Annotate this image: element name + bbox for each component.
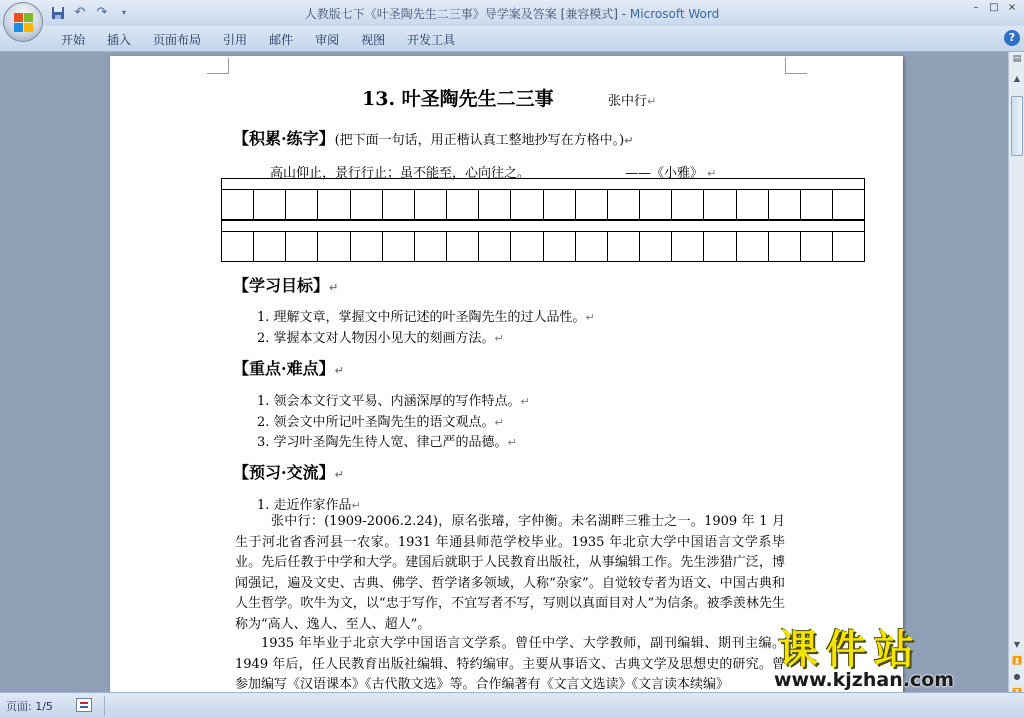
grid-row <box>221 231 865 262</box>
grid-cell[interactable] <box>640 232 672 261</box>
help-icon[interactable]: ? <box>1004 30 1020 46</box>
grid-cell[interactable] <box>254 190 286 219</box>
margin-corner-left <box>207 58 229 74</box>
paragraph-mark-icon: ↵ <box>585 311 595 324</box>
grid-cell[interactable] <box>704 232 736 261</box>
paragraph-mark-icon: ↵ <box>334 364 344 377</box>
customize-icon[interactable]: ▾ <box>121 8 126 17</box>
grid-cell[interactable] <box>640 190 672 219</box>
proofing-icon[interactable] <box>76 698 92 712</box>
ruler-toggle-icon[interactable]: ▤ <box>1012 54 1022 64</box>
grid-cell[interactable] <box>769 190 801 219</box>
keypoint-item-1: 1. 领会本文行文平易、内涵深厚的写作特点。 <box>257 394 521 409</box>
keypoint-item-2: 2. 领会文中所记叶圣陶先生的语文观点。 <box>257 415 495 430</box>
grid-cell[interactable] <box>511 232 543 261</box>
grid-cell[interactable] <box>383 232 415 261</box>
office-logo-icon <box>13 12 34 33</box>
title-bar <box>0 0 1024 26</box>
window-title <box>0 5 1024 22</box>
grid-cell[interactable] <box>704 190 736 219</box>
heading-practice-note: (把下面一句话，用正楷认真工整地抄写在方格中。) <box>334 133 625 148</box>
grid-cell[interactable] <box>286 190 318 219</box>
list-item <box>257 327 504 346</box>
tab-review[interactable]: 审阅 <box>315 33 340 47</box>
paragraph-mark-icon: ↵ <box>520 395 530 408</box>
grid-cell[interactable] <box>447 190 479 219</box>
restore-button[interactable]: □ <box>989 2 999 13</box>
status-bar <box>0 692 1024 718</box>
list-item <box>257 390 530 409</box>
grid-cell[interactable] <box>222 232 254 261</box>
preview-item-1: 1. 走近作家作品 <box>257 498 352 513</box>
grid-cell[interactable] <box>672 232 704 261</box>
page-indicator[interactable]: 页面: 1/5 <box>6 700 53 713</box>
document-name: 人教版七下《叶圣陶先生二三事》导学案及答案 [兼容模式] - <box>304 7 630 21</box>
heading-keypoints-label: 【重点·难点】 <box>233 359 335 378</box>
grid-cell[interactable] <box>737 190 769 219</box>
quote-source-text: ——《小雅》 <box>625 166 704 181</box>
heading-preview <box>233 460 344 483</box>
vertical-scrollbar[interactable] <box>1008 52 1024 692</box>
grid-cell[interactable] <box>801 190 833 219</box>
status-divider <box>104 696 1024 716</box>
paragraph-mark-icon: ↵ <box>494 332 504 345</box>
tab-home[interactable]: 开始 <box>61 33 86 47</box>
grid-cell[interactable] <box>415 232 447 261</box>
paragraph-mark-icon: ↵ <box>647 95 657 108</box>
author-name <box>608 90 656 109</box>
grid-cell[interactable] <box>511 190 543 219</box>
grid-cell[interactable] <box>447 232 479 261</box>
tab-developer[interactable]: 开发工具 <box>407 33 456 47</box>
heading-preview-label: 【预习·交流】 <box>233 463 335 482</box>
goal-item-2: 2. 掌握本文对人物因小见大的刻画方法。 <box>257 331 495 346</box>
office-button[interactable] <box>3 2 43 42</box>
redo-icon[interactable]: ↷ <box>96 5 108 20</box>
grid-cell[interactable] <box>672 190 704 219</box>
watermark-title: 课件站 <box>778 627 922 673</box>
tab-insert[interactable]: 插入 <box>107 33 132 47</box>
grid-cell[interactable] <box>737 232 769 261</box>
close-button[interactable]: × <box>1007 2 1017 13</box>
prev-page-icon[interactable]: ⏫ <box>1012 656 1022 665</box>
grid-cell[interactable] <box>833 232 864 261</box>
document-area <box>0 52 1008 692</box>
grid-cell[interactable] <box>222 190 254 219</box>
window-controls <box>968 1 1020 15</box>
paragraph-mark-icon: ↵ <box>507 436 517 449</box>
tab-references[interactable]: 引用 <box>223 33 248 47</box>
paragraph-mark-icon: ↵ <box>351 499 361 512</box>
tab-mailings[interactable]: 邮件 <box>269 33 294 47</box>
grid-cell[interactable] <box>318 190 350 219</box>
grid-row <box>221 189 865 220</box>
list-item <box>257 411 504 430</box>
heading-goals-label: 【学习目标】 <box>233 276 330 295</box>
grid-cell[interactable] <box>576 190 608 219</box>
goal-item-1: 1. 理解文章，掌握文中所记述的叶圣陶先生的过人品性。 <box>257 310 586 325</box>
paragraph-mark-icon: ↵ <box>329 281 339 294</box>
grid-spacer <box>221 178 865 189</box>
bio-paragraph-2: 1935 年毕业于北京大学中国语言文学系。曾任中学、大学教师，副刊编辑、期刊主编。1949 年后，任人民教育出版社编辑、特约编审。主要从事语文、古典文学及思想史的研究。曾参加编写《汉语课本》《古代散文选》等。合作编著有《文言文选读》《文言读本续编》 <box>235 636 785 692</box>
paragraph-mark-icon: ↵ <box>624 134 634 147</box>
grid-cell[interactable] <box>544 190 576 219</box>
list-item <box>257 494 361 513</box>
grid-cell[interactable] <box>351 232 383 261</box>
paragraph-mark-icon: ↵ <box>334 468 344 481</box>
minimize-button[interactable]: – <box>973 2 979 13</box>
document-page[interactable] <box>110 56 903 692</box>
watermark-url: www.kjzhan.com <box>774 669 955 691</box>
grid-spacer <box>221 220 865 231</box>
page-title: 13. 叶圣陶先生二三事 <box>362 88 554 110</box>
list-item <box>257 431 517 450</box>
grid-cell[interactable] <box>833 190 864 219</box>
browse-object-icon[interactable]: ● <box>1013 672 1021 681</box>
grid-cell[interactable] <box>318 232 350 261</box>
bio-paragraph-1: 张中行：(1909-2006.2.24)，原名张璿，字仲衡。未名湖畔三雅士之一。1909 年 1 月生于河北省香河县一农家。1931 年通县师范学校毕业。1935 年北京大学中国语言文学系毕业。先后任教于中学和大学。建国后就职于人民教育出版社，从事编辑工作。先生涉猎广泛，博闻强记，遍及文史、古典、佛学、哲学诸多领域，人称“杂家”。自觉较专者为语文、中国古典和人生哲学。吹牛为文，以“忠于写作，不宜写者不写，写则以真面目对人”为信条。被季羡林先生称为“高人、逸人、至人、超人”。 <box>235 514 785 632</box>
heading-keypoints <box>233 356 344 379</box>
grid-cell[interactable] <box>479 232 511 261</box>
grid-cell[interactable] <box>254 232 286 261</box>
grid-cell[interactable] <box>415 190 447 219</box>
application-name: Microsoft Word <box>629 7 720 21</box>
ribbon-tabs <box>50 31 466 49</box>
keypoint-item-3: 3. 学习叶圣陶先生待人宽、律己严的品德。 <box>257 435 508 450</box>
undo-icon[interactable]: ↶ <box>74 5 86 20</box>
grid-cell[interactable] <box>769 232 801 261</box>
margin-corner-right <box>785 58 807 74</box>
tab-view[interactable]: 视图 <box>361 33 386 47</box>
grid-cell[interactable] <box>801 232 833 261</box>
scroll-down-icon[interactable]: ▼ <box>1013 640 1021 649</box>
grid-cell[interactable] <box>608 232 640 261</box>
ribbon <box>0 26 1024 52</box>
grid-cell[interactable] <box>351 190 383 219</box>
grid-cell[interactable] <box>383 190 415 219</box>
grid-cell[interactable] <box>479 190 511 219</box>
tab-page-layout[interactable]: 页面布局 <box>153 33 202 47</box>
watermark-logo <box>770 618 1010 698</box>
heading-practice-label: 【积累·练字】 <box>233 129 335 148</box>
quote-text: 高山仰止，景行行止；虽不能至，心向往之。 <box>270 166 531 181</box>
heading-goals <box>233 273 338 296</box>
heading-practice <box>233 126 633 149</box>
grid-cell[interactable] <box>576 232 608 261</box>
paragraph-mark-icon: ↵ <box>707 167 717 180</box>
author-text: 张中行 <box>608 94 648 109</box>
scroll-thumb[interactable] <box>1011 96 1023 156</box>
grid-cell[interactable] <box>608 190 640 219</box>
scroll-up-icon[interactable]: ▲ <box>1013 74 1021 83</box>
paragraph-mark-icon: ↵ <box>494 416 504 429</box>
list-item <box>257 306 595 325</box>
grid-cell[interactable] <box>286 232 318 261</box>
grid-cell[interactable] <box>544 232 576 261</box>
writing-grid[interactable] <box>221 178 865 262</box>
